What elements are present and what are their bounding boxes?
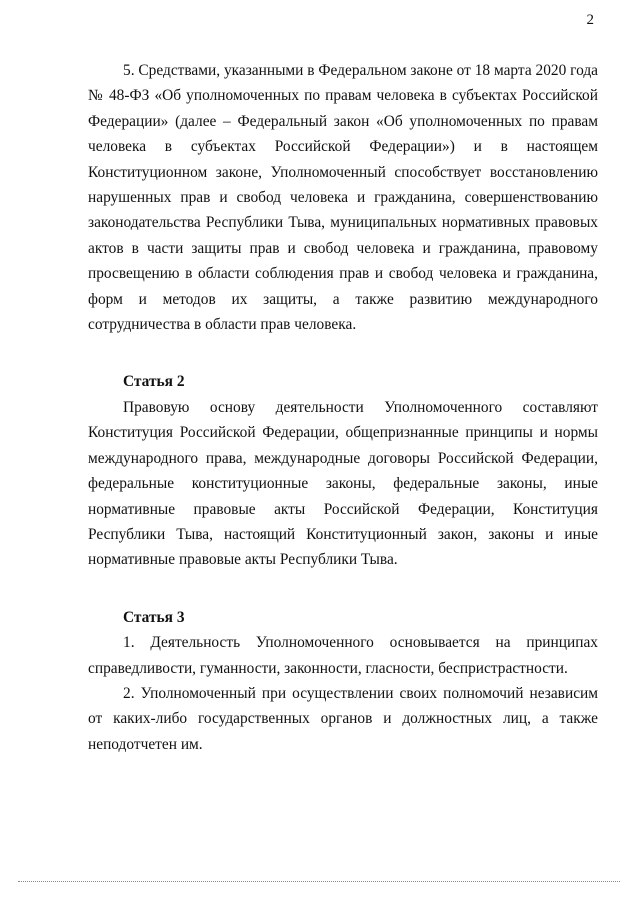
page-number: 2	[586, 12, 594, 28]
document-body	[88, 58, 598, 757]
scan-edge-line	[18, 881, 620, 882]
article-3-item-1: 1. Деятельность Уполномоченного основывается на принципах справедливости, гуманности, законности, гласности, беспристрастности.	[88, 634, 598, 677]
article-2-text: Правовую основу деятельности Уполномоченного составляют Конституция Российской Федерации, общепризнанные принципы и нормы международного права, международные договоры Российской Федерации, федеральные конституционные законы, федеральные законы, иные нормативные правовые акты Российской Федерации, Конституция Республики Тыва, настоящий Конституционный закон, законы и иные нормативные правовые акты Республики Тыва.	[88, 398, 598, 569]
paragraph-5: 5. Средствами, указанными в Федеральном законе от 18 марта 2020 года № 48-ФЗ «Об уполномоченных по правам человека в субъектах Российской Федерации» (далее – Федеральный закон «Об уполномоченных по правам человека в субъектах Российской Федерации») и в настоящем Конституционном законе, Уполномоченный способствует восстановлению нарушенных прав и свобод человека и гражданина, совершенствованию законодательства Республики Тыва, муниципальных нормативных правовых актов в части защиты прав и свобод человека и гражданина, правовому просвещению в области соблюдения прав и свобод человека и гражданина, форм и методов их защиты, а также развитию международного сотрудничества в области прав человека.	[88, 62, 598, 334]
article-3-item-2: 2. Уполномоченный при осуществлении своих полномочий независим от каких-либо государственных органов и должностных лиц, а также неподотчетен им.	[88, 684, 598, 753]
article-2-heading: Статья 2	[123, 373, 185, 391]
article-3-heading: Статья 3	[123, 608, 185, 626]
